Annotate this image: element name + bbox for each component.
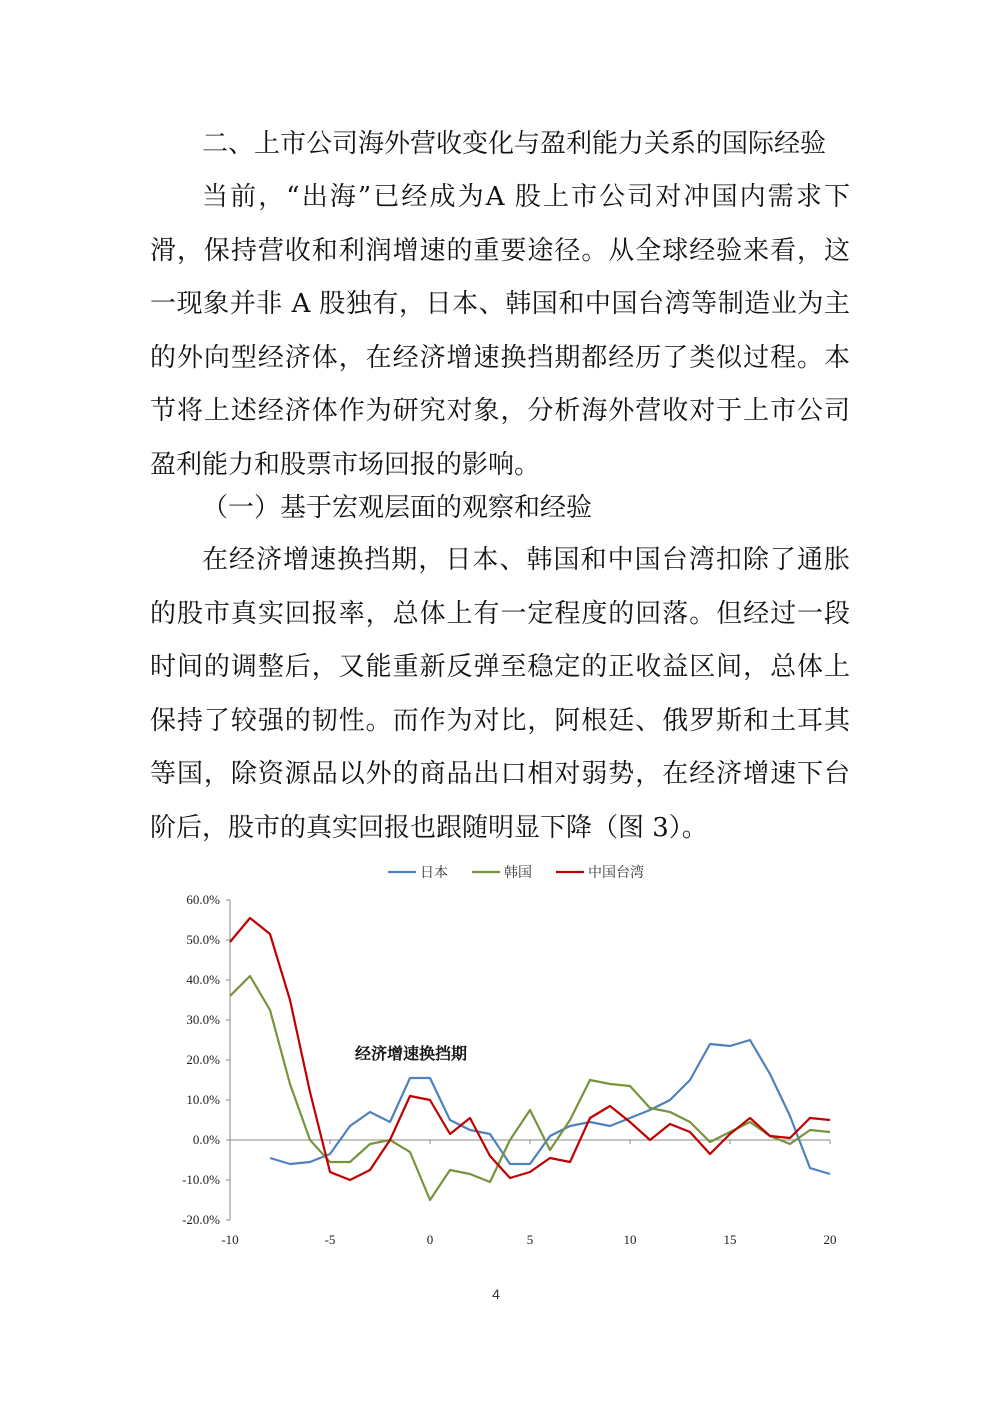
subsection-heading: （一）基于宏观层面的观察和经验 (202, 493, 593, 523)
page-number: 4 (492, 1286, 500, 1302)
y-tick-label: 40.0% (186, 972, 220, 987)
x-tick-label: -5 (324, 1232, 336, 1247)
line-chart (140, 852, 860, 1262)
series-line-1 (270, 1040, 830, 1174)
x-tick-label: 5 (526, 1232, 534, 1247)
series-line-2 (230, 976, 830, 1200)
y-tick-label: -20.0% (182, 1212, 220, 1227)
y-tick-label: -10.0% (182, 1172, 220, 1187)
chart-annotation: 经济增速换挡期 (355, 1046, 468, 1063)
x-tick-label: 10 (623, 1232, 637, 1247)
y-tick-label: 30.0% (186, 1012, 220, 1027)
section-heading: 二、上市公司海外营收变化与盈利能力关系的国际经验 (202, 129, 827, 159)
y-tick-label: 20.0% (186, 1052, 220, 1067)
paragraph-2: 在经济增速换挡期，日本、韩国和中国台湾扣除了通胀的股市真实回报率，总体上有一定程度的回落。但经过一段时间的调整后，又能重新反弹至稳定的正收益区间，总体上保持了较强的韧性。而作为对比，阿根廷、俄罗斯和土耳其等国，除资源品以外的商品出口相对弱势，在经济增速下台阶后，股市的真实回报也跟随明显下降（图 3）。 (150, 545, 850, 843)
legend-label-3: 中国台湾 (588, 866, 644, 881)
legend-label-1: 日本 (420, 866, 448, 881)
legend-label-2: 韩国 (504, 866, 532, 881)
y-tick-label: 10.0% (186, 1092, 220, 1107)
paragraph-1: 当前，“出海”已经成为A 股上市公司对冲国内需求下滑，保持营收和利润增速的重要途径。从全球经验来看，这一现象并非 A 股独有，日本、韩国和中国台湾等制造业为主的外向型经济体，在经济增速换挡期都经历了类似过程。本节将上述经济体作为研究对象，分析海外营收对于上市公司盈利能力和股票市场回报的影响。 (150, 182, 850, 480)
x-tick-label: 20 (823, 1232, 837, 1247)
x-tick-label: 15 (723, 1232, 737, 1247)
y-tick-label: 0.0% (192, 1132, 220, 1147)
x-tick-label: -10 (221, 1232, 239, 1247)
y-tick-label: 60.0% (186, 892, 220, 907)
x-tick-label: 0 (426, 1232, 434, 1247)
y-tick-label: 50.0% (186, 932, 220, 947)
